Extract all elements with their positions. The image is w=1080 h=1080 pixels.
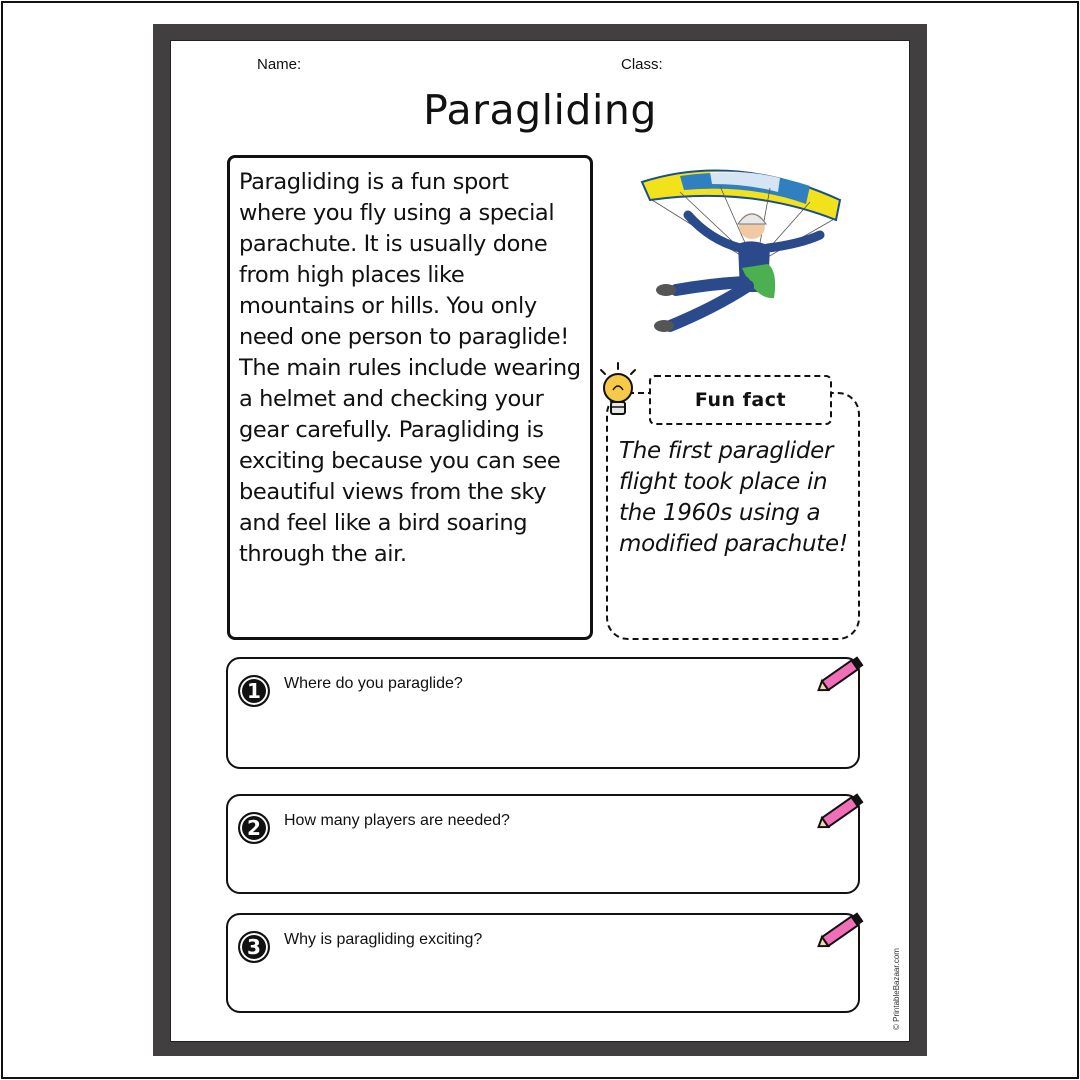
name-label: Name: bbox=[257, 56, 302, 73]
question-number-badge: 2 bbox=[238, 812, 270, 844]
question-box-2[interactable] bbox=[226, 794, 860, 894]
question-number-badge: 1 bbox=[238, 675, 270, 707]
reading-passage bbox=[227, 155, 593, 640]
question-box-1[interactable] bbox=[226, 657, 860, 769]
passage-text: Paragliding is a fun sport where you fly using a special parachute. It is usually done from high places like mountains or hills. You only need one person to paraglide! The main rules include wearing a helmet and checking your gear carefully. Paragliding is exciting because you can see beautiful views from the sky and feel like a bird soaring through the air. bbox=[239, 169, 581, 567]
question-text: How many players are needed? bbox=[284, 812, 510, 829]
page-title: Paragliding bbox=[423, 86, 657, 134]
class-label: Class: bbox=[621, 56, 663, 73]
copyright-credit: © PrintableBazaar.com bbox=[892, 948, 901, 1030]
question-text: Where do you paraglide? bbox=[284, 675, 463, 692]
pencil-icon bbox=[814, 788, 868, 836]
fun-fact-text: The first paraglider flight took place in the 1960s using a modified parachute! bbox=[619, 438, 848, 557]
paraglider-illustration bbox=[640, 160, 845, 345]
question-text: Why is paragliding exciting? bbox=[284, 931, 483, 948]
pencil-icon bbox=[814, 651, 868, 699]
lightbulb-icon bbox=[593, 360, 643, 422]
question-number-badge: 3 bbox=[238, 931, 270, 963]
pencil-icon bbox=[814, 907, 868, 955]
question-box-3[interactable] bbox=[226, 913, 860, 1013]
fun-fact-heading: Fun fact bbox=[649, 375, 832, 425]
